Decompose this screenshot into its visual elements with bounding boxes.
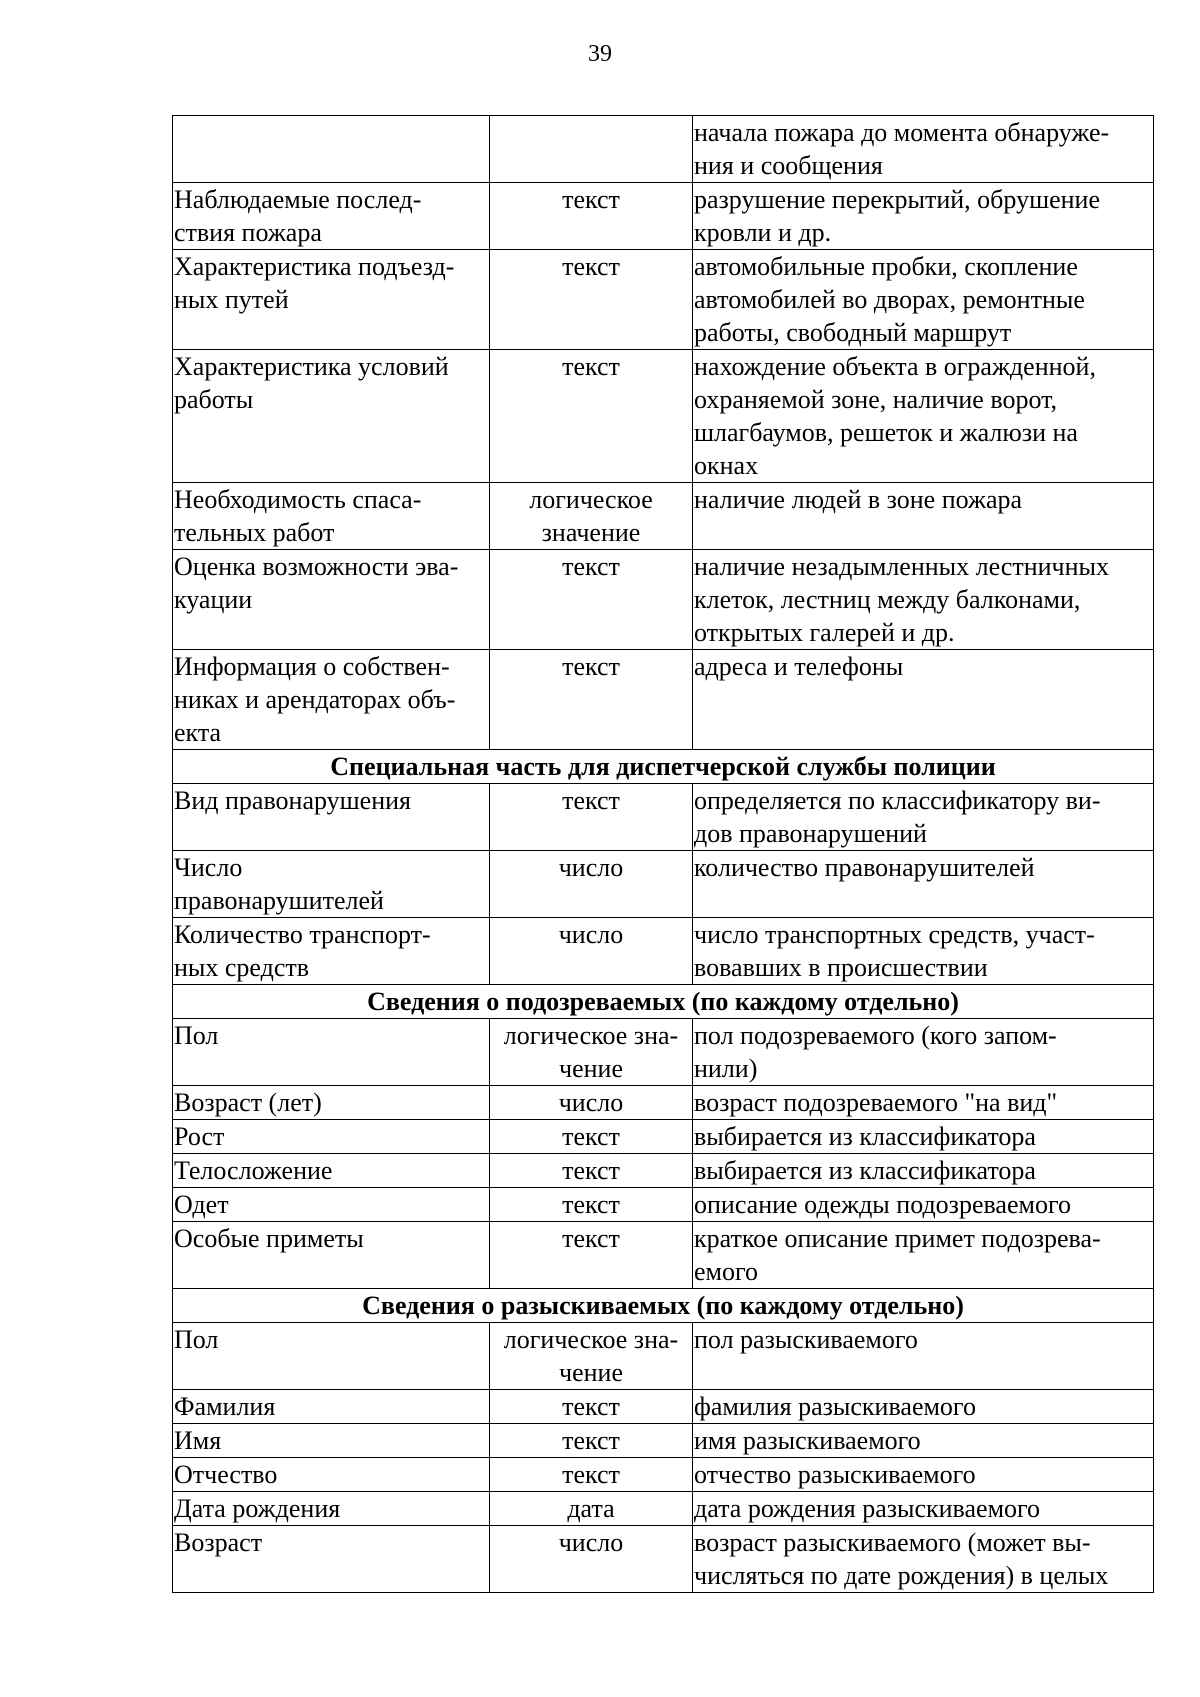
field-name-cell: Информация о собствен- никах и арендаторах объ- екта (173, 650, 490, 750)
description-cell: определяется по классификатору ви- дов правонарушений (693, 784, 1154, 851)
data-type-cell: логическое зна- чение (490, 1019, 693, 1086)
table-row (173, 1458, 1154, 1492)
table-row (173, 250, 1154, 350)
field-name-cell: Количество транспорт- ных средств (173, 918, 490, 985)
description-cell: наличие незадымленных лестничных клеток, лестниц между балконами, открытых галерей и др. (693, 550, 1154, 650)
field-name-cell: Отчество (173, 1458, 490, 1492)
description-cell: имя разыскиваемого (693, 1424, 1154, 1458)
field-name-cell: Телосложение (173, 1154, 490, 1188)
description-cell: дата рождения разыскиваемого (693, 1492, 1154, 1526)
field-name-cell: Особые приметы (173, 1222, 490, 1289)
table-row (173, 650, 1154, 750)
data-type-cell: текст (490, 250, 693, 350)
section-title: Специальная часть для диспетчерской службы полиции (173, 750, 1154, 784)
data-type-cell: текст (490, 1188, 693, 1222)
description-cell: адреса и телефоны (693, 650, 1154, 750)
table-row (173, 1120, 1154, 1154)
data-type-cell: текст (490, 1458, 693, 1492)
data-type-cell: логическое зна- чение (490, 1323, 693, 1390)
data-type-cell: дата (490, 1492, 693, 1526)
description-cell: число транспортных средств, участ- вовавших в происшествии (693, 918, 1154, 985)
field-name-cell: Пол (173, 1323, 490, 1390)
field-name-cell (173, 116, 490, 183)
table-row (173, 1526, 1154, 1593)
description-cell: возраст разыскиваемого (может вы- числяться по дате рождения) в целых (693, 1526, 1154, 1593)
table-row (173, 1188, 1154, 1222)
section-header-row (173, 1289, 1154, 1323)
data-type-cell: текст (490, 1390, 693, 1424)
field-name-cell: Характеристика условий работы (173, 350, 490, 483)
table-row (173, 550, 1154, 650)
description-cell: описание одежды подозреваемого (693, 1188, 1154, 1222)
field-name-cell: Необходимость спаса- тельных работ (173, 483, 490, 550)
table-row (173, 483, 1154, 550)
field-name-cell: Дата рождения (173, 1492, 490, 1526)
data-type-cell: текст (490, 1154, 693, 1188)
description-cell: количество правонарушителей (693, 851, 1154, 918)
description-cell: выбирается из классификатора (693, 1154, 1154, 1188)
section-header-row (173, 985, 1154, 1019)
table-body (173, 116, 1154, 1593)
field-name-cell: Одет (173, 1188, 490, 1222)
field-name-cell: Наблюдаемые послед- ствия пожара (173, 183, 490, 250)
field-name-cell: Имя (173, 1424, 490, 1458)
table-row (173, 1154, 1154, 1188)
field-name-cell: Фамилия (173, 1390, 490, 1424)
field-name-cell: Характеристика подъезд- ных путей (173, 250, 490, 350)
field-name-cell: Пол (173, 1019, 490, 1086)
description-cell: пол подозреваемого (кого запом- нили) (693, 1019, 1154, 1086)
field-name-cell: Возраст (лет) (173, 1086, 490, 1120)
data-type-cell: текст (490, 784, 693, 851)
data-type-cell: текст (490, 1120, 693, 1154)
page-number: 39 (588, 41, 612, 67)
description-cell: наличие людей в зоне пожара (693, 483, 1154, 550)
data-type-cell: число (490, 851, 693, 918)
description-cell: фамилия разыскиваемого (693, 1390, 1154, 1424)
table-row (173, 116, 1154, 183)
table-row (173, 183, 1154, 250)
table-row (173, 1019, 1154, 1086)
section-title: Сведения о разыскиваемых (по каждому отдельно) (173, 1289, 1154, 1323)
description-cell: краткое описание примет подозрева- емого (693, 1222, 1154, 1289)
section-title: Сведения о подозреваемых (по каждому отдельно) (173, 985, 1154, 1019)
data-type-cell: текст (490, 650, 693, 750)
table-row (173, 1222, 1154, 1289)
table-row (173, 1086, 1154, 1120)
table-row (173, 350, 1154, 483)
table-row (173, 1390, 1154, 1424)
table-row (173, 851, 1154, 918)
field-name-cell: Число правонарушителей (173, 851, 490, 918)
section-header-row (173, 750, 1154, 784)
data-type-cell: текст (490, 1222, 693, 1289)
description-cell: отчество разыскиваемого (693, 1458, 1154, 1492)
data-type-cell: число (490, 1526, 693, 1593)
data-type-cell (490, 116, 693, 183)
table-row (173, 918, 1154, 985)
data-type-cell: число (490, 1086, 693, 1120)
description-cell: выбирается из классификатора (693, 1120, 1154, 1154)
data-type-cell: число (490, 918, 693, 985)
table-row (173, 784, 1154, 851)
field-name-cell: Возраст (173, 1526, 490, 1593)
field-name-cell: Рост (173, 1120, 490, 1154)
description-cell: автомобильные пробки, скопление автомобилей во дворах, ремонтные работы, свободный маршрут (693, 250, 1154, 350)
data-type-cell: логическое значение (490, 483, 693, 550)
field-name-cell: Вид правонарушения (173, 784, 490, 851)
description-cell: начала пожара до момента обнаруже- ния и сообщения (693, 116, 1154, 183)
data-type-cell: текст (490, 183, 693, 250)
description-cell: разрушение перекрытий, обрушение кровли и др. (693, 183, 1154, 250)
description-cell: пол разыскиваемого (693, 1323, 1154, 1390)
field-name-cell: Оценка возможности эва- куации (173, 550, 490, 650)
data-type-cell: текст (490, 350, 693, 483)
data-type-cell: текст (490, 1424, 693, 1458)
description-cell: нахождение объекта в огражденной, охраняемой зоне, наличие ворот, шлагбаумов, решеток и жалюзи на окнах (693, 350, 1154, 483)
fields-table (172, 115, 1154, 1593)
table-row (173, 1323, 1154, 1390)
data-type-cell: текст (490, 550, 693, 650)
table-row (173, 1424, 1154, 1458)
description-cell: возраст подозреваемого "на вид" (693, 1086, 1154, 1120)
table-row (173, 1492, 1154, 1526)
